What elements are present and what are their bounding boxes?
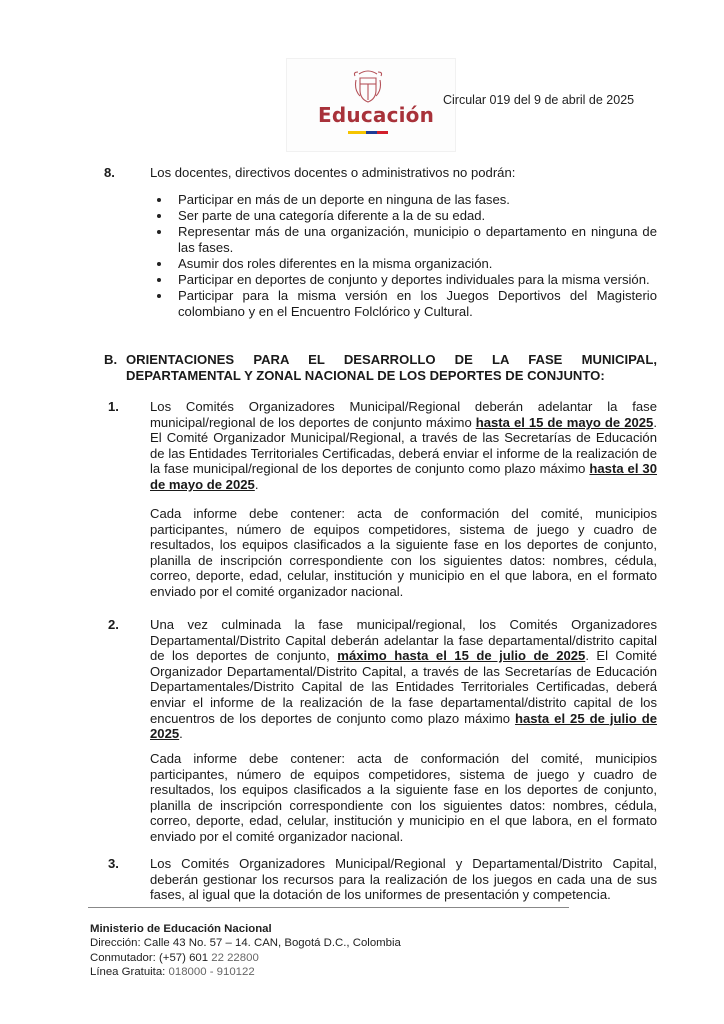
footer-address: Dirección: Calle 43 No. 57 – 14. CAN, Bogotá D.C., Colombia xyxy=(90,937,401,950)
point-text-part: . El Comité Organizador Departamental/Distrito Capital, a través de las Secretarías de Educación Departamentales/Distrito Capital de las Entidades Territoriales Certificadas, deberá enviar el informe de la realización de la fase departamental/distrito capital de los encuentros de los deportes de conjunto como plazo máximo xyxy=(150,648,658,726)
footer-toll-free xyxy=(90,965,401,979)
education-logo-wordmark: Educación xyxy=(318,103,435,127)
list-item: Participar en más de un deporte en ninguna de las fases. xyxy=(150,192,657,208)
flag-stripe xyxy=(348,131,388,134)
footer xyxy=(90,922,401,979)
restrictions-list xyxy=(150,192,657,320)
phone-prefix: (+57) 601 xyxy=(159,951,212,964)
section-heading xyxy=(104,352,657,383)
item-intro: Los docentes, directivos docentes o administrativos no podrán: xyxy=(150,165,516,180)
report-requirements: Cada informe debe contener: acta de conformación del comité, municipios participantes, número de equipos competidores, sistema de juego y cuadro de resultados, los equipos clasificados a la siguiente fase en los deportes de conjunto, planilla de inscripción correspondiente con los siguientes datos: nombres, cédula, correo, deporte, edad, celular, institución y municipio en el que labora, en el formato enviado por el comité organizador nacional. xyxy=(150,506,657,599)
point-text xyxy=(150,399,657,493)
section-letter: B. xyxy=(104,352,118,367)
point-number: 3. xyxy=(108,856,119,871)
point-number: 2. xyxy=(108,617,119,632)
point-text-part: . xyxy=(179,726,183,742)
deadline: hasta el 15 de mayo de 2025 xyxy=(475,414,654,430)
section-title-line2: DEPARTAMENTAL Y ZONAL NACIONAL DE LOS DEPORTES DE CONJUNTO: xyxy=(126,367,605,383)
point-text-part: Una vez culminada la fase municipal/regional, los Comités Organizadores Departamental/Distrito Capital deberán adelantar la fase departamental/distrito capital de los deportes de conjunto, xyxy=(150,617,657,664)
deadline: máximo hasta el 15 de julio de 2025 xyxy=(337,648,586,664)
point-text-part: . El Comité Organizador Municipal/Regional, a través de las Secretarías de Educación de las Entidades Territoriales Certificadas, deberá enviar el informe de la realización de la fase municipal/regional de los deportes de conjunto como plazo máximo xyxy=(150,414,657,477)
section-title-line1: ORIENTACIONES PARA EL DESARROLLO DE LA FASE MUNICIPAL, xyxy=(126,352,657,367)
flag-yellow xyxy=(348,131,366,134)
toll-free-number: 018000 - 910122 xyxy=(168,965,255,978)
coat-of-arms-icon xyxy=(351,68,385,104)
list-item: Representar más de una organización, municipio o departamento en ninguna de las fases. xyxy=(150,224,657,255)
footer-org: Ministerio de Educación Nacional xyxy=(90,923,272,935)
report-requirements: Cada informe debe contener: acta de conformación del comité, municipios participantes, número de equipos competidores, sistema de juego y cuadro de resultados, los equipos clasificados a la siguiente fase en los deportes de conjunto, planilla de inscripción correspondiente con los siguientes datos: nombres, cédula, correo, deporte, edad, celular, institución y municipio en el que labora, en el formato enviado por el comité organizador nacional. xyxy=(150,751,657,844)
footer-phone xyxy=(90,951,401,965)
list-item: Participar en deportes de conjunto y deportes individuales para la misma versión. xyxy=(150,272,657,288)
list-item: Asumir dos roles diferentes en la misma organización. xyxy=(150,256,657,272)
point-text: Los Comités Organizadores Municipal/Regional y Departamental/Distrito Capital, deberán gestionar los recursos para la realización de los juegos en cada una de sus fases, al igual que la dotación de los uniformes de presentación y competencia. xyxy=(150,856,657,903)
point-text-part: . xyxy=(254,476,259,492)
phone-number: 22 22800 xyxy=(211,951,259,964)
list-item: Ser parte de una categoría diferente a la de su edad. xyxy=(150,208,657,224)
list-item: Participar para la misma versión en los Juegos Deportivos del Magisterio colombiano y en el Encuentro Folclórico y Cultural. xyxy=(150,288,657,319)
point-number: 1. xyxy=(108,399,119,414)
deadline: hasta el 30 de mayo de 2025 xyxy=(150,461,657,492)
circular-reference: Circular 019 del 9 de abril de 2025 xyxy=(443,93,635,107)
phone-label: Conmutador: xyxy=(90,951,160,964)
deadline: hasta el 25 de julio de 2025 xyxy=(150,710,657,742)
item-number: 8. xyxy=(104,165,115,180)
point-text-part: Los Comités Organizadores Municipal/Regional deberán adelantar la fase municipal/regional de los deportes de conjunto máximo xyxy=(150,399,657,430)
point-text xyxy=(150,617,657,742)
footer-divider xyxy=(88,907,569,908)
flag-blue xyxy=(366,131,377,134)
toll-free-label: Línea Gratuita: xyxy=(90,965,169,978)
flag-red xyxy=(377,131,388,134)
